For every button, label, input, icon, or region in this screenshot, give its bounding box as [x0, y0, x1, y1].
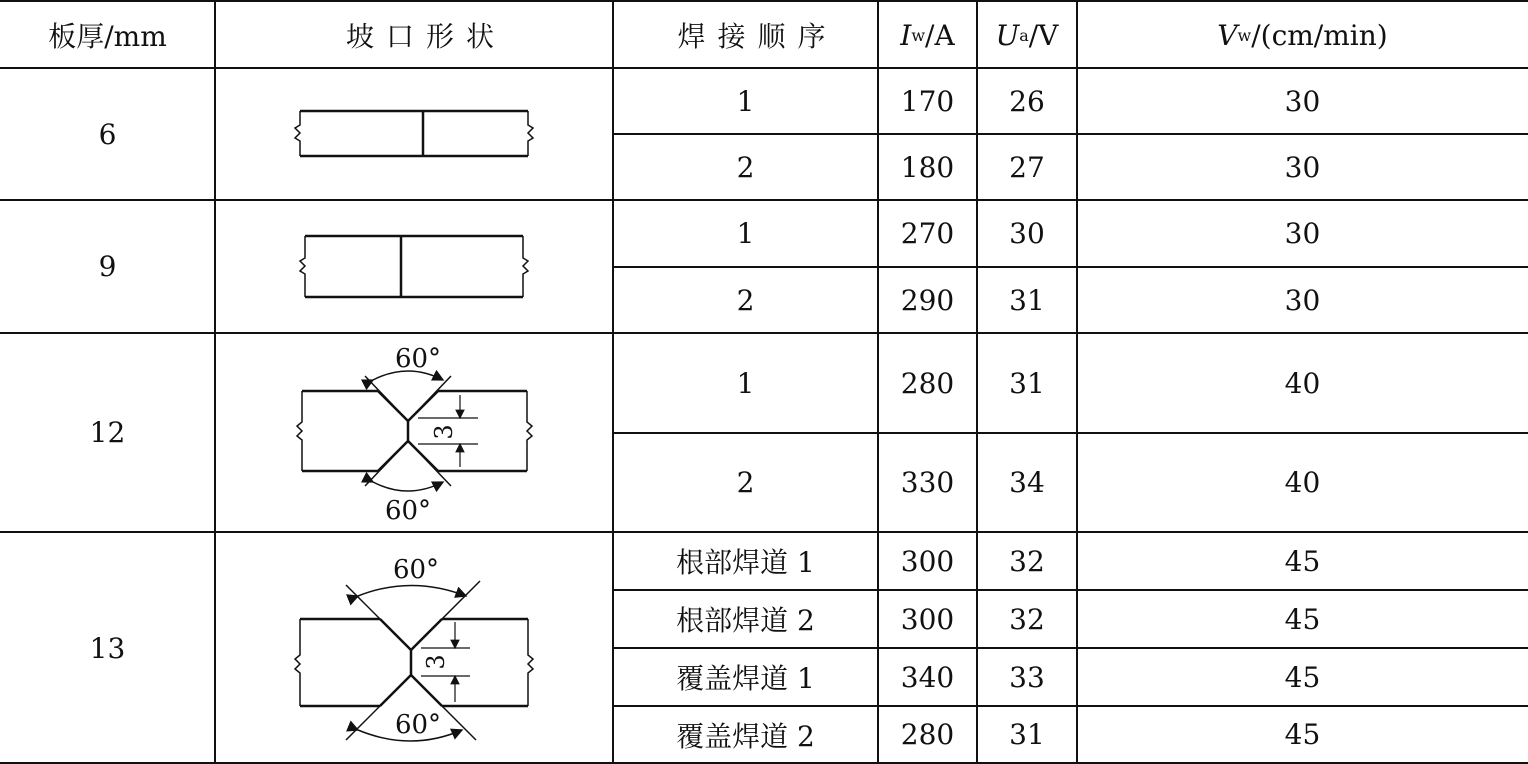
groove-angle-label: 60° — [394, 344, 442, 374]
current-cell: 340 — [900, 660, 955, 694]
root-face-label: 3 — [430, 424, 458, 440]
voltage-cell: 27 — [1009, 150, 1045, 184]
voltage-cell: 34 — [1009, 466, 1045, 499]
sequence-cell: 覆盖焊道 2 — [676, 719, 815, 753]
i-groove-drawing — [300, 236, 528, 297]
current-cell: 300 — [900, 602, 955, 636]
sequence-cell: 根部焊道 2 — [676, 604, 815, 637]
speed-cell: 45 — [1284, 602, 1321, 636]
voltage-cell: 31 — [1009, 366, 1045, 400]
current-cell: 170 — [900, 84, 955, 118]
thickness-cell: 12 — [89, 416, 126, 449]
sequence-cell: 覆盖焊道 1 — [676, 662, 815, 695]
current-cell: 270 — [900, 217, 955, 250]
voltage-cell: 32 — [1009, 544, 1045, 578]
header-voltage: U a /V — [995, 18, 1059, 52]
header-current: I w /A — [900, 18, 955, 52]
root-face-label: 3 — [422, 654, 450, 670]
speed-cell: 40 — [1284, 366, 1321, 400]
speed-cell: 45 — [1284, 660, 1321, 694]
thickness-cell: 9 — [98, 250, 117, 283]
header-thickness: 板厚/mm — [48, 20, 167, 53]
sequence-cell: 根部焊道 1 — [676, 546, 815, 579]
sequence-cell: 2 — [736, 150, 755, 184]
voltage-cell: 26 — [1009, 84, 1045, 118]
voltage-cell: 31 — [1009, 283, 1045, 317]
header-weld-sequence: 焊接顺序 — [677, 20, 838, 53]
header-speed: V w /(cm/min) — [1217, 18, 1388, 52]
speed-cell: 30 — [1284, 150, 1321, 184]
sequence-cell: 2 — [736, 283, 755, 317]
speed-cell: 30 — [1284, 217, 1321, 250]
thickness-cell: 6 — [98, 117, 117, 151]
speed-cell: 45 — [1284, 544, 1321, 578]
voltage-cell: 30 — [1009, 217, 1045, 250]
current-cell: 280 — [900, 718, 955, 751]
voltage-cell: 32 — [1009, 602, 1045, 636]
current-cell: 300 — [900, 544, 955, 578]
speed-cell: 40 — [1284, 466, 1321, 499]
sequence-cell: 1 — [736, 366, 755, 400]
x-groove-drawing — [297, 371, 532, 491]
i-groove-drawing — [295, 111, 533, 156]
groove-angle-label: 60° — [384, 496, 432, 526]
voltage-cell: 33 — [1009, 660, 1045, 694]
current-cell: 330 — [900, 466, 955, 499]
sequence-cell: 1 — [736, 217, 755, 250]
header-groove-shape: 坡口形状 — [345, 20, 506, 53]
speed-cell: 30 — [1284, 84, 1321, 118]
sequence-cell: 2 — [736, 466, 755, 499]
current-cell: 180 — [900, 150, 955, 184]
speed-cell: 45 — [1284, 718, 1321, 751]
groove-angle-label: 60° — [392, 555, 440, 585]
voltage-cell: 31 — [1009, 718, 1045, 751]
current-cell: 280 — [900, 366, 955, 400]
thickness-cell: 13 — [89, 631, 126, 665]
groove-angle-label: 60° — [394, 710, 442, 740]
current-cell: 290 — [900, 283, 955, 317]
speed-cell: 30 — [1284, 283, 1321, 317]
sequence-cell: 1 — [736, 84, 755, 118]
